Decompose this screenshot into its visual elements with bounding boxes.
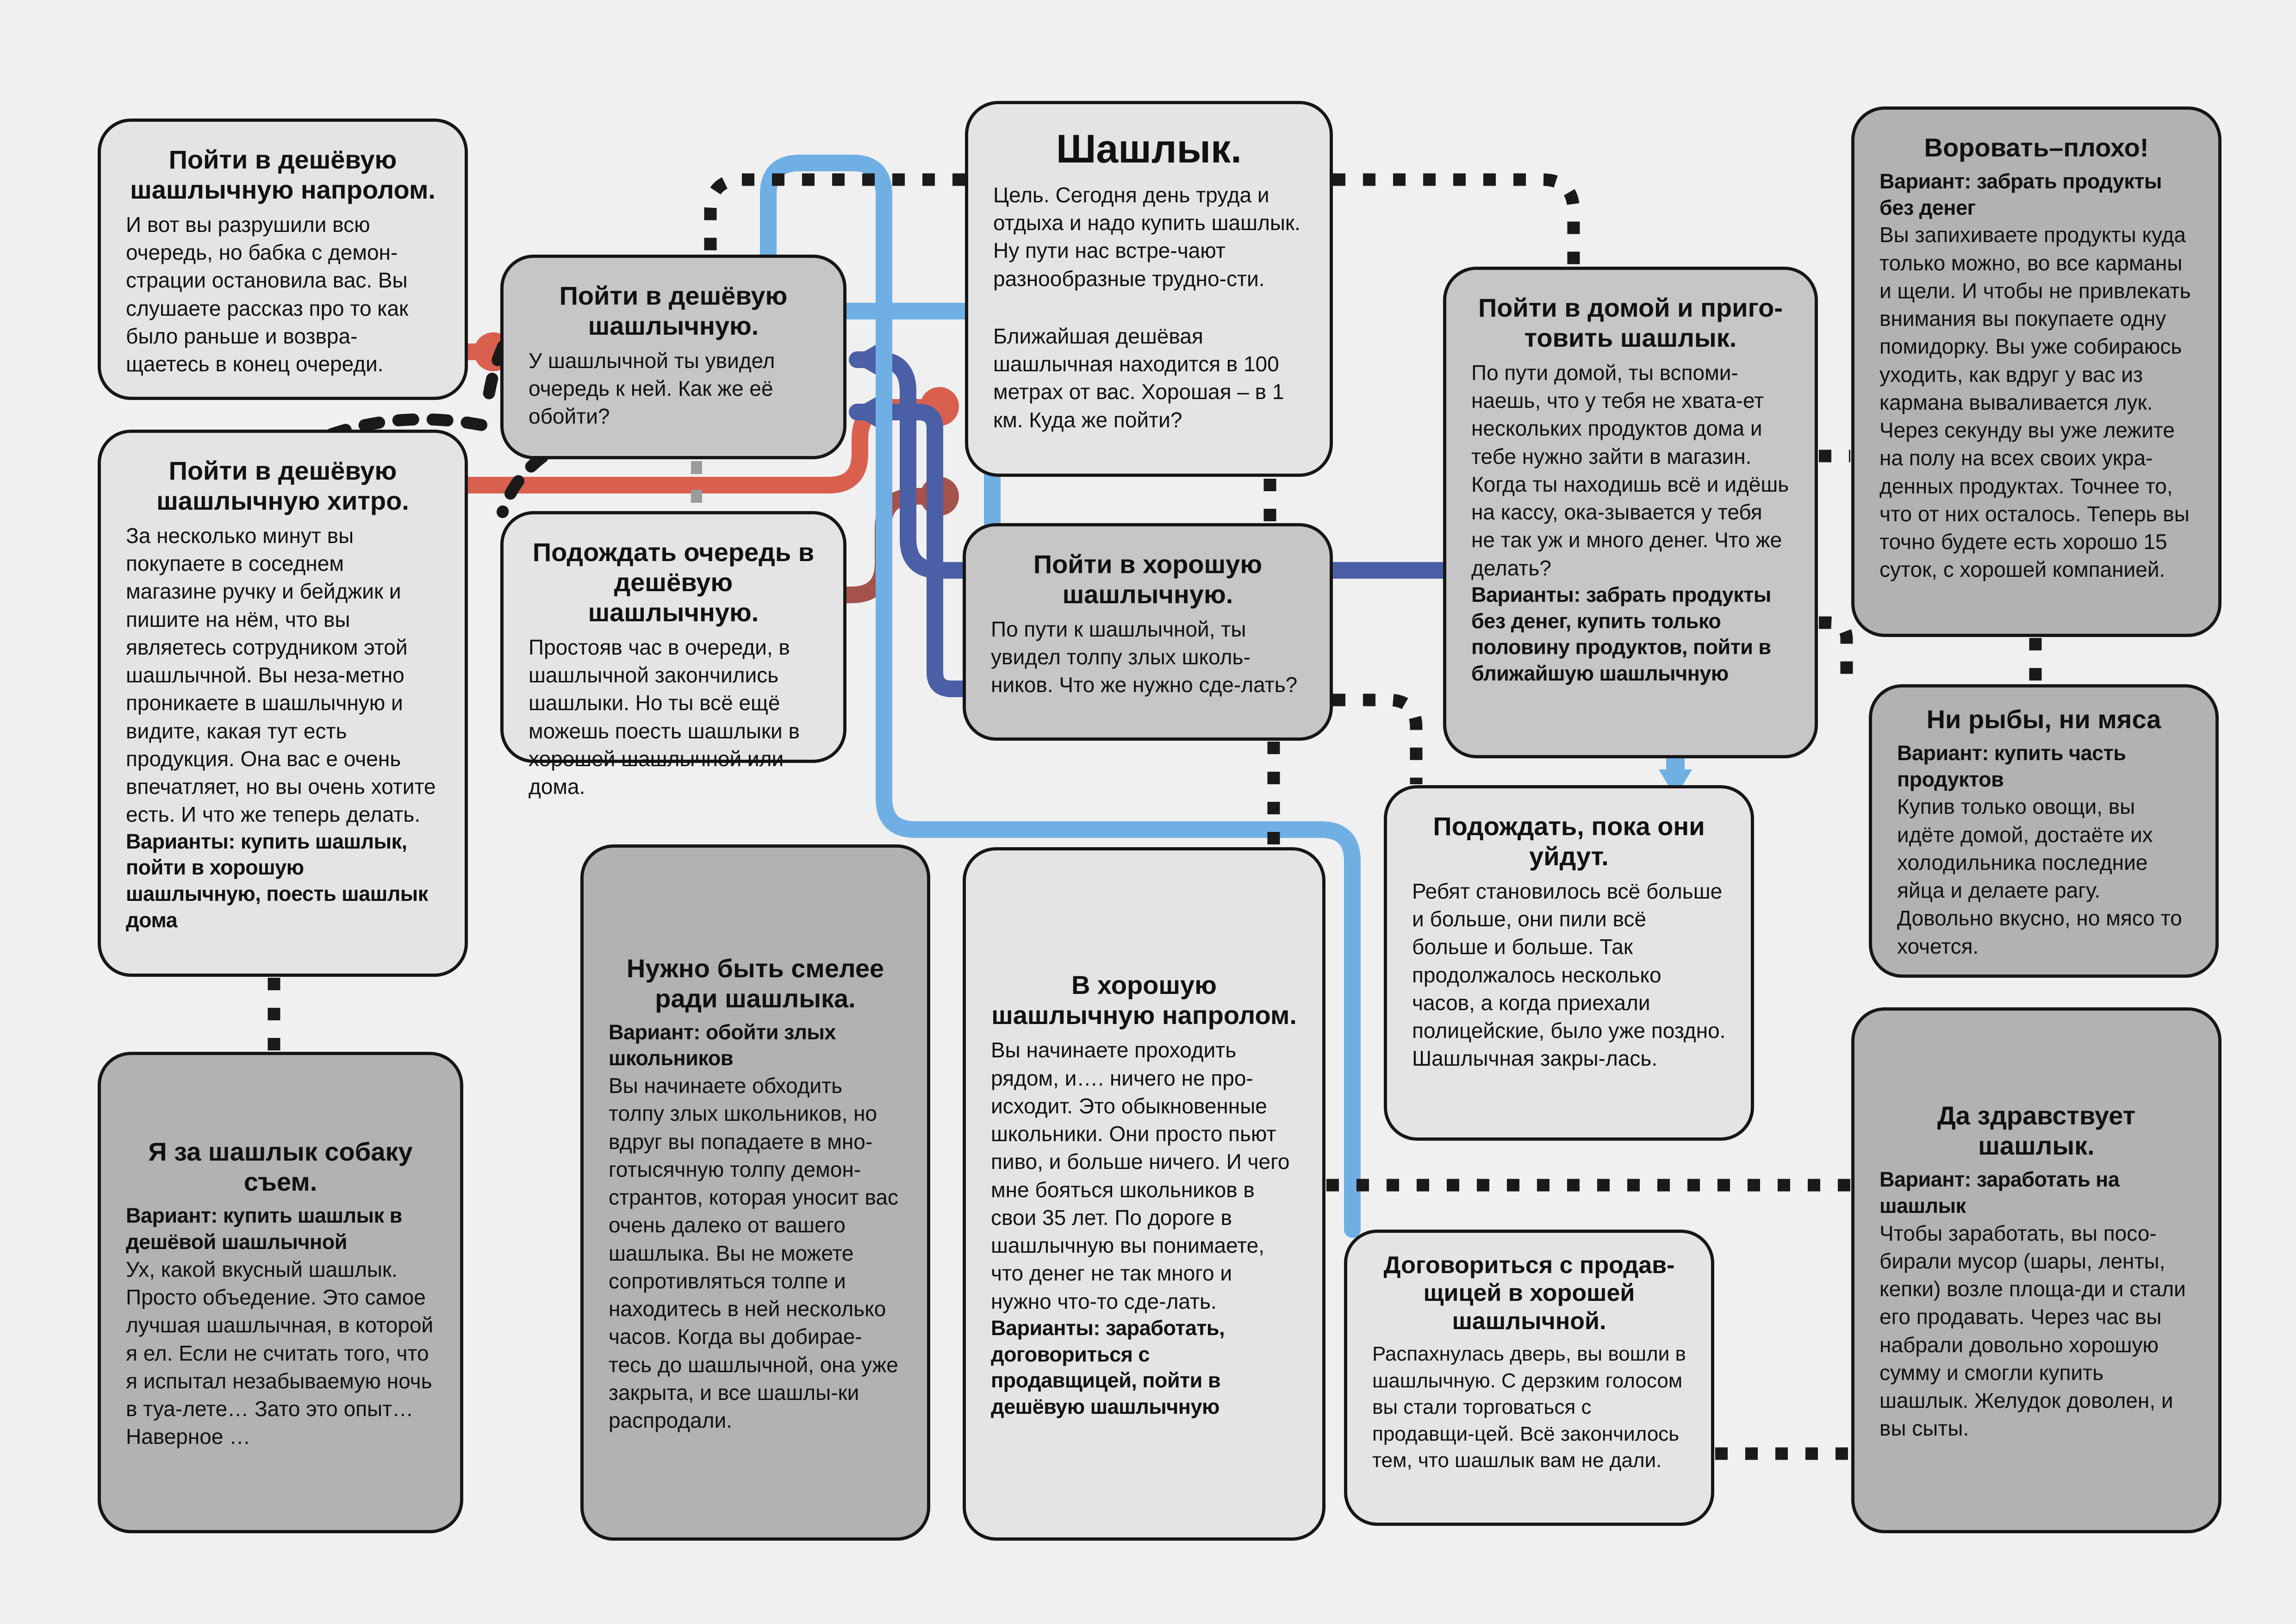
node-variant: Вариант: обойти злых школьников (609, 1020, 836, 1070)
node-body: Ух, какой вкусный шашлык. Просто объедение. Это самое лучшая шашлычная, в которой я ел. Если не считать того, что я испытал незабываемую ночь в туа-лете… Зато это опыт… Наверное … (126, 1257, 434, 1449)
node-body: По пути домой, ты вспоми-наешь, что у тебя не хвата-ет нескольких продуктов дома и тебе нужно зайти в магазин. Когда ты находишь всё и идёшь на кассу, ока-зывается у тебя не так уж и много денег. Что же делать? (1471, 360, 1789, 580)
node-variant: Вариант: заработать на шашлык (1879, 1168, 2120, 1218)
node-title: Воровать–плохо! (1924, 133, 2149, 162)
node-variants: Варианты: заработать, договориться с продавщицей, пойти в дешёвую шашлычную (991, 1316, 1225, 1418)
edge-dotted-b8-b11 (1333, 700, 1416, 784)
node-cheap-cunning (98, 430, 468, 977)
node-body: И вот вы разрушили всю очередь, но бабка с демон-страции остановила вас. Вы слушаете рассказ про то как было раньше и возвра-щаетесь в конец очереди. (126, 212, 409, 376)
edge-dotted-title-b10 (1333, 180, 1574, 266)
node-variants: Варианты: купить шашлык, пойти в хорошую шашлычную, поесть шашлык дома (126, 829, 428, 932)
node-variants: Варианты: забрать продукты без денег, купить только половину продуктов, пойти в ближайшую шашлычную (1471, 582, 1771, 685)
node-title-shashlik (965, 101, 1333, 477)
arrowhead-navy-b4-upper (850, 345, 876, 375)
node-body: Простояв час в очереди, в шашлычной закончились шашлыки. Но ты всё ещё можешь поесть шашлыки в хорошей шашлычной или дома. (529, 635, 800, 799)
node-body: Вы начинаете обходить толпу злых школьников, но вдруг вы попадаете в мно-готысячную толпу демон-странтов, которая уносит вас очень далеко от вашего шашлыка. Вы не можете сопротивляться толпе и находитесь в ней несколько часов. Когда вы добирае-тесь до шашлычной, она уже закрыта, и все шашлы-ки распродали. (609, 1074, 899, 1433)
node-goal: Цель. Сегодня день труда и отдыха и надо купить шашлык. Ну пути нас встре-чают разнообразные трудно-сти. (993, 182, 1300, 291)
node-title: Пойти в дешёвую шашлычную. (559, 281, 788, 340)
node-go-cheap (500, 255, 846, 459)
node-body: У шашлычной ты увидел очередь к ней. Как же её обойти? (529, 348, 775, 429)
node-dog-eat (98, 1052, 463, 1533)
node-no-fish-no-meat (1869, 684, 2219, 978)
node-title: Пойти в домой и приго-товить шашлык. (1478, 293, 1783, 352)
node-cheap-breakthrough (98, 119, 468, 400)
node-body: По пути к шашлычной, ты увидел толпу злых школь-ников. Что же нужно сде-лать? (991, 617, 1298, 697)
node-title: Шашлык. (1056, 127, 1242, 171)
node-body: Ребят становилось всё больше и больше, они пили всё больше и больше. Так продолжалось несколько часов, а когда приехали полицейские, было уже поздно. Шашлычная закры-лась. (1412, 879, 1726, 1071)
node-body: Чтобы заработать, вы посо-бирали мусор (шары, ленты, кепки) возле площа-ди и стали его продавать. Через час вы набрали довольно хорошую сумму и смогли купить шашлык. Желудок доволен, и вы сыты. (1879, 1221, 2186, 1441)
node-title: В хорошую шашлычную напролом. (991, 970, 1297, 1030)
node-body: Вы запихиваете продукты куда только можно, во все карманы и щели. И чтобы не привлекать внимания вы покупаете одну помидорку. Вы уже собираюсь уходить, как вдруг у вас из кармана вываливается лук. Через секунду вы уже лежите на полу на всех своих укра-денных продуктах. Точнее то, что от них осталось. Теперь вы точно будете есть хорошо 15 суток, с хорошей компанией. (1879, 223, 2191, 582)
node-title: Да здравствует шашлык. (1937, 1101, 2136, 1161)
node-go-home-cook (1443, 267, 1818, 758)
node-variant: Вариант: забрать продукты без денег (1879, 169, 2162, 219)
node-be-braver (580, 844, 930, 1541)
node-wait-queue (500, 511, 846, 799)
edge-dotted-title-b4 (710, 180, 965, 254)
node-stealing-bad (1851, 106, 2221, 637)
node-title: Нужно быть смелее ради шашлыка. (626, 953, 884, 1013)
edge-dotted-b10-b14 (1819, 623, 1847, 683)
node-body: Ближайшая дешёвая шашлычная находится в 100 метрах от вас. Хорошая – в 1 км. Куда же пойти? (993, 324, 1284, 432)
node-negotiate-seller (1344, 1230, 1714, 1526)
node-body: За несколько минут вы покупаете в соседнем магазине ручку и бейджик и пишите на нём, что вы являетесь сотрудником этой шашлычной. Вы неза-метно проникаете в шашлычную и видите, какая тут есть продукция. Она вас е очень впечатляет, но вы очень хотите есть. И что же теперь делать. (126, 523, 436, 827)
node-body: Вы начинаете проходить рядом, и…. ничего не про-исходит. Это обыкновенные школьники. Они просто пьют пиво, и больше ничего. И чего мне бояться школьников в свои 35 лет. По дороге в шашлычную вы понимаете, что денег не так много и нужно что-то сде-лать. (991, 1038, 1290, 1313)
node-variant: Вариант: купить часть продуктов (1897, 741, 2126, 791)
node-title: Ни рыбы, ни мяса (1926, 705, 2161, 734)
node-good-breakthrough (963, 847, 1325, 1541)
node-title: Договориться с продав-щицей в хорошей шашлычной. (1383, 1252, 1675, 1335)
node-body: Купив только овощи, вы идёте домой, достаёте их холодильника последние яйца и делаете рагу. Довольно вкусно, но мясо то хочется. (1897, 794, 2182, 958)
node-title: Пойти в дешёвую шашлычную хитро. (156, 456, 409, 515)
node-wait-leave (1384, 785, 1754, 1141)
node-title: Пойти в дешёвую шашлычную напролом. (130, 145, 436, 204)
node-title: Пойти в хорошую шашлычную. (1033, 550, 1263, 609)
node-title: Подождать, пока они уйдут. (1433, 812, 1705, 871)
node-title: Я за шашлык собаку съем. (148, 1137, 413, 1197)
node-body: Распахнулась дверь, вы вошли в шашлычную. С дерзким голосом вы стали торговаться с продавщи-цей. Всё закончилось тем, что шашлык вам не дали. (1372, 1342, 1686, 1472)
node-variant: Вариант: купить шашлык в дешёвой шашлычной (126, 1204, 402, 1254)
node-title: Подождать очередь в дешёвую шашлычную. (532, 537, 815, 627)
node-go-good (963, 523, 1333, 741)
node-long-live-shashlik (1851, 1007, 2221, 1533)
